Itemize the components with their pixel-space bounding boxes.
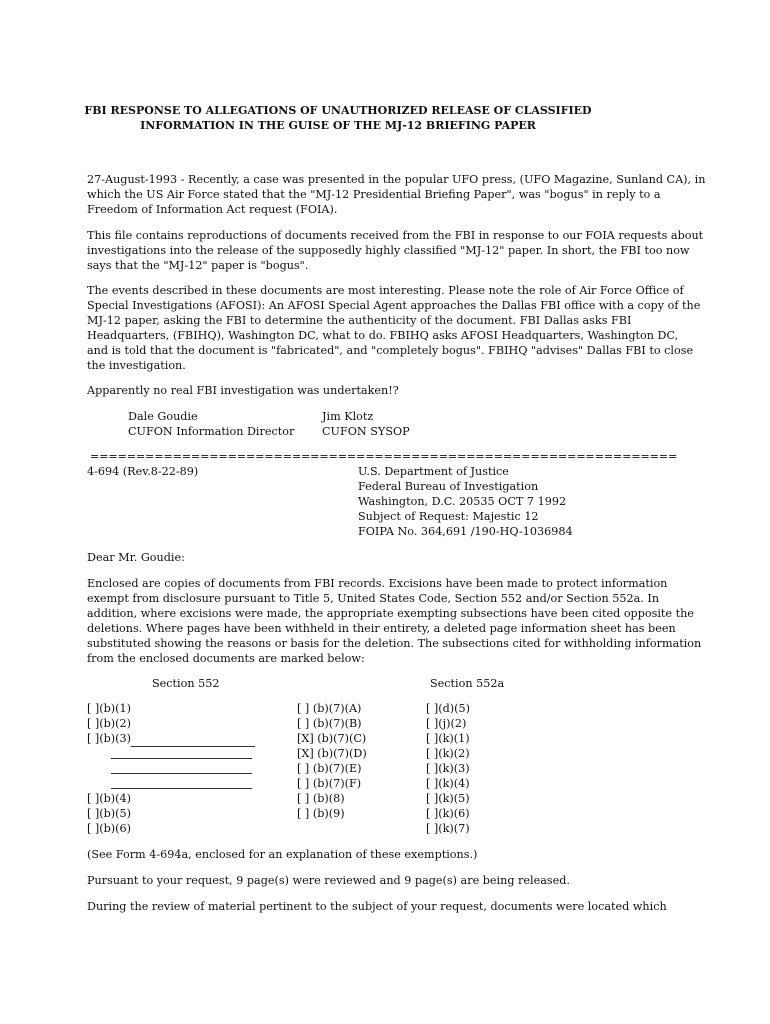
exemption-item: [ ] (b)(7)(A)	[297, 702, 362, 715]
section-552a-heading: Section 552a	[430, 677, 505, 690]
blank-underline	[111, 788, 252, 789]
title-line-2: INFORMATION IN THE GUISE OF THE MJ-12 BRIEFING PAPER	[140, 119, 536, 132]
exemption-item: [ ] (b)(7)(B)	[297, 717, 362, 730]
signature-role-1: CUFON Information Director	[128, 425, 295, 438]
exemption-item: [ ] (b)(8)	[297, 792, 345, 805]
title-line-1: FBI RESPONSE TO ALLEGATIONS OF UNAUTHORIZED RELEASE OF CLASSIFIED	[84, 104, 592, 117]
exemption-item: [ ](b)(4)	[87, 792, 132, 805]
intro-paragraph-2: This file contains reproductions of documents received from the FBI in response to our FOIA requests about investigations into the release of the supposedly highly classified "MJ-12" paper. In short, the FBI too now says that the "MJ-12" paper is "bogus".	[87, 229, 704, 272]
pages-released-note: Pursuant to your request, 9 page(s) were reviewed and 9 page(s) are being released.	[87, 874, 570, 887]
exemption-item: [ ](k)(1)	[426, 732, 470, 745]
review-note: During the review of material pertinent to the subject of your request, documents were located which	[87, 900, 667, 913]
signature-name-1: Dale Goudie	[128, 410, 198, 423]
section-552-heading: Section 552	[152, 677, 220, 690]
exemption-item: [ ](k)(2)	[426, 747, 470, 760]
exemption-item: [ ] (b)(7)(E)	[297, 762, 362, 775]
exemption-item: [ ](k)(4)	[426, 777, 470, 790]
see-form-note: (See Form 4-694a, enclosed for an explanation of these exemptions.)	[87, 848, 478, 861]
signature-role-2: CUFON SYSOP	[322, 425, 410, 438]
exemption-item: [X] (b)(7)(C)	[297, 732, 367, 745]
letterhead-address: U.S. Department of Justice Federal Bureau of Investigation Washington, D.C. 20535 OCT 7 1992 Subject of Request: Majestic 12 FOIPA No. 364,691 /190-HQ-1036984	[358, 465, 573, 538]
exemption-item: [X] (b)(7)(D)	[297, 747, 367, 760]
exemption-item: [ ](j)(2)	[426, 717, 467, 730]
exemption-item: [ ](k)(7)	[426, 822, 470, 835]
exemption-item: [ ] (b)(9)	[297, 807, 345, 820]
blank-underline	[111, 773, 252, 774]
exemptions-column-2	[297, 701, 367, 821]
exemption-item: [ ](b)(5)	[87, 807, 132, 820]
exemption-item: [ ](d)(5)	[426, 702, 471, 715]
intro-paragraph-4: Apparently no real FBI investigation was undertaken!?	[87, 384, 399, 397]
exemption-item: [ ](b)(6)	[87, 822, 132, 835]
exemption-item: [ ](k)(6)	[426, 807, 470, 820]
letter-body: Enclosed are copies of documents from FBI records. Excisions have been made to protect information exempt from disclosure pursuant to Title 5, United States Code, Section 552 and/or Section 552a. In addition, where excisions were made, the appropriate exempting subsections have been cited opposite the deletions. Where pages have been withheld in their entirety, a deleted page information sheet has been substituted showing the reasons or basis for the deletion. The subsections cited for withholding information from the enclosed documents are marked below:	[87, 577, 702, 665]
blank-underline	[111, 758, 252, 759]
document-title	[80, 103, 596, 133]
divider-line: ================================================================	[90, 450, 678, 463]
exemptions-column-3	[426, 701, 470, 836]
exemption-item: [ ](k)(3)	[426, 762, 470, 775]
form-number: 4-694 (Rev.8-22-89)	[87, 465, 199, 478]
intro-paragraph-1: 27-August-1993 - Recently, a case was presented in the popular UFO press, (UFO Magazine, Sunland CA), in which the US Air Force stated that the "MJ-12 Presidential Briefing Paper", was "bogus" in reply to a Freedom of Information Act request (FOIA).	[87, 173, 706, 216]
salutation: Dear Mr. Goudie:	[87, 551, 185, 564]
signature-name-2: Jim Klotz	[322, 410, 374, 423]
exemptions-column-1	[87, 701, 255, 836]
intro-paragraph-3: The events described in these documents are most interesting. Please note the role of Air Force Office of Special Investigations (AFOSI): An AFOSI Special Agent approaches the Dallas FBI office with a copy of the MJ-12 paper, asking the FBI to determine the authenticity of the document. FBI Dallas asks FBI Headquarters, (FBIHQ), Washington DC, what to do. FBIHQ asks AFOSI Headquarters, Washington DC, and is told that the document is "fabricated", and "completely bogus". FBIHQ "advises" Dallas FBI to close the investigation.	[87, 284, 701, 372]
exemption-item: [ ](k)(5)	[426, 792, 470, 805]
exemption-item: [ ](b)(3)	[87, 731, 255, 746]
exemption-item: [ ] (b)(7)(F)	[297, 777, 362, 790]
exemption-item: [ ](b)(2)	[87, 717, 132, 730]
blank-underline	[131, 731, 255, 747]
exemption-item: [ ](b)(1)	[87, 702, 132, 715]
